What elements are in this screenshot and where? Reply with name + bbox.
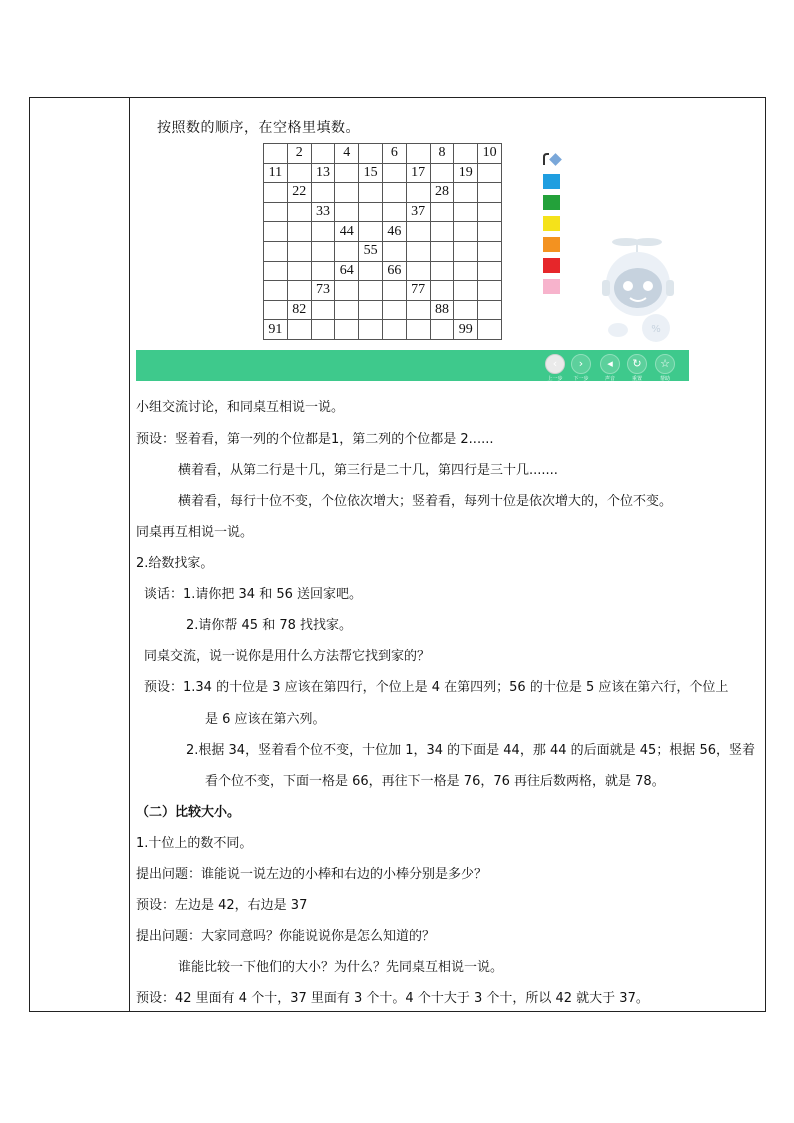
grid-cell-blank[interactable]	[454, 222, 478, 242]
grid-cell-blank[interactable]	[287, 202, 311, 222]
grid-cell-filled: 8	[430, 144, 454, 164]
grid-cell-blank[interactable]	[430, 202, 454, 222]
grid-cell-blank[interactable]	[311, 261, 335, 281]
grid-cell-blank[interactable]	[382, 241, 406, 261]
grid-cell-blank[interactable]	[359, 261, 383, 281]
grid-cell-filled: 22	[287, 183, 311, 203]
text-line: 1.十位上的数不同。	[136, 836, 253, 851]
grid-cell-filled: 66	[382, 261, 406, 281]
grid-cell-filled: 88	[430, 300, 454, 320]
color-swatch[interactable]	[543, 174, 560, 189]
grid-cell-blank[interactable]	[287, 241, 311, 261]
hundred-number-grid	[263, 143, 502, 340]
grid-cell-blank[interactable]	[478, 222, 502, 242]
text-line: 小组交流讨论，和同桌互相说一说。	[136, 400, 345, 415]
grid-cell-blank[interactable]	[454, 183, 478, 203]
grid-cell-blank[interactable]	[287, 163, 311, 183]
grid-cell-blank[interactable]	[287, 320, 311, 340]
text-line: 预设：42 里面有 4 个十，37 里面有 3 个十。4 个十大于 3 个十，所以 42 就大于 37。	[136, 991, 649, 1006]
grid-cell-blank[interactable]	[359, 183, 383, 203]
grid-cell-blank[interactable]	[406, 261, 430, 281]
grid-cell-filled: 37	[406, 202, 430, 222]
grid-cell-blank[interactable]	[406, 144, 430, 164]
grid-cell-blank[interactable]	[264, 183, 288, 203]
grid-cell-blank[interactable]	[311, 320, 335, 340]
grid-cell-blank[interactable]	[454, 261, 478, 281]
grid-row	[264, 300, 502, 320]
section-heading: （二）比较大小。	[136, 805, 241, 820]
grid-row	[264, 222, 502, 242]
star-icon: ☆	[660, 357, 670, 370]
grid-cell-blank[interactable]	[311, 300, 335, 320]
grid-cell-blank[interactable]	[311, 183, 335, 203]
grid-cell-blank[interactable]	[454, 241, 478, 261]
grid-cell-filled: 17	[406, 163, 430, 183]
grid-cell-filled: 19	[454, 163, 478, 183]
text-line: 谈话：1.请你把 34 和 56 送回家吧。	[144, 587, 363, 602]
grid-row	[264, 202, 502, 222]
text-line: 同桌交流，说一说你是用什么方法帮它找到家的？	[144, 649, 431, 664]
grid-cell-blank[interactable]	[359, 222, 383, 242]
grid-cell-blank[interactable]	[406, 183, 430, 203]
grid-cell-blank[interactable]	[264, 222, 288, 242]
grid-cell-blank[interactable]	[382, 183, 406, 203]
slide-toolbar	[136, 350, 689, 381]
grid-cell-blank[interactable]	[430, 163, 454, 183]
grid-cell-blank[interactable]	[359, 300, 383, 320]
robot-mascot-image	[596, 232, 688, 344]
grid-cell-filled: 10	[478, 144, 502, 164]
grid-cell-filled: 6	[382, 144, 406, 164]
grid-cell-filled: 15	[359, 163, 383, 183]
grid-cell-blank[interactable]	[264, 144, 288, 164]
grid-cell-blank[interactable]	[264, 202, 288, 222]
text-line: 提出问题：谁能说一说左边的小棒和右边的小棒分别是多少？	[136, 867, 488, 882]
grid-cell-blank[interactable]	[359, 202, 383, 222]
text-line: 预设：左边是 42，右边是 37	[136, 898, 308, 913]
text-line: 2.根据 34，竖着看个位不变，十位加 1，34 的下面是 44，那 44 的后面就是 45；根据 56，竖着	[186, 743, 755, 758]
grid-cell-blank[interactable]	[335, 241, 359, 261]
grid-cell-blank[interactable]	[335, 163, 359, 183]
grid-row	[264, 163, 502, 183]
grid-cell-blank[interactable]	[454, 281, 478, 301]
refresh-icon: ↻	[632, 357, 642, 370]
grid-cell-blank[interactable]	[478, 320, 502, 340]
text-line: 横着看，每行十位不变，个位依次增大；竖着看，每列十位是依次增大的，个位不变。	[178, 494, 673, 509]
grid-cell-blank[interactable]	[335, 300, 359, 320]
grid-cell-filled: 99	[454, 320, 478, 340]
grid-cell-blank[interactable]	[430, 241, 454, 261]
grid-cell-blank[interactable]	[478, 241, 502, 261]
grid-cell-filled: 46	[382, 222, 406, 242]
next-label: 下一步	[573, 376, 589, 382]
reset-button[interactable]	[627, 354, 647, 374]
grid-row	[264, 320, 502, 340]
grid-cell-blank[interactable]	[478, 300, 502, 320]
grid-cell-blank[interactable]	[287, 222, 311, 242]
grid-cell-blank[interactable]	[454, 300, 478, 320]
grid-cell-blank[interactable]	[454, 202, 478, 222]
grid-cell-filled: 91	[264, 320, 288, 340]
grid-cell-blank[interactable]	[382, 281, 406, 301]
grid-cell-blank[interactable]	[335, 320, 359, 340]
grid-cell-blank[interactable]	[382, 300, 406, 320]
grid-cell-blank[interactable]	[311, 241, 335, 261]
grid-cell-filled: 77	[406, 281, 430, 301]
grid-cell-blank[interactable]	[430, 281, 454, 301]
grid-cell-blank[interactable]	[406, 241, 430, 261]
grid-cell-filled: 55	[359, 241, 383, 261]
help-button[interactable]	[655, 354, 675, 374]
help-label: 帮助	[659, 376, 670, 382]
grid-cell-blank[interactable]	[359, 320, 383, 340]
grid-cell-filled: 44	[335, 222, 359, 242]
grid-cell-blank[interactable]	[311, 222, 335, 242]
grid-cell-blank[interactable]	[382, 163, 406, 183]
grid-cell-blank[interactable]	[478, 183, 502, 203]
grid-cell-blank[interactable]	[478, 281, 502, 301]
grid-cell-blank[interactable]	[287, 261, 311, 281]
grid-cell-blank[interactable]	[478, 202, 502, 222]
color-swatch[interactable]	[543, 216, 560, 231]
grid-cell-blank[interactable]	[406, 222, 430, 242]
grid-cell-blank[interactable]	[478, 261, 502, 281]
grid-cell-filled: 73	[311, 281, 335, 301]
color-swatch[interactable]	[543, 237, 560, 252]
grid-row	[264, 144, 502, 164]
color-swatch[interactable]	[543, 258, 560, 273]
grid-cell-blank[interactable]	[359, 281, 383, 301]
grid-row	[264, 183, 502, 203]
grid-cell-blank[interactable]	[406, 300, 430, 320]
grid-cell-blank[interactable]	[311, 144, 335, 164]
grid-cell-blank[interactable]	[335, 202, 359, 222]
grid-cell-blank[interactable]	[406, 320, 430, 340]
grid-cell-blank[interactable]	[430, 320, 454, 340]
grid-cell-filled: 13	[311, 163, 335, 183]
speaker-icon: ◂	[607, 357, 613, 370]
text-line: 看个位不变，下面一格是 66，再往下一格是 76，76 再往后数两格，就是 78。	[205, 774, 665, 789]
chevron-left-icon: ‹	[552, 357, 558, 370]
grid-cell-blank[interactable]	[430, 261, 454, 281]
sound-label: 声音	[604, 376, 615, 382]
grid-cell-blank[interactable]	[335, 281, 359, 301]
text-line: 提出问题：大家同意吗？你能说说你是怎么知道的？	[136, 929, 436, 944]
text-line: 谁能比较一下他们的大小？为什么？先同桌互相说一说。	[178, 960, 504, 975]
color-swatch[interactable]	[543, 279, 560, 294]
grid-cell-blank[interactable]	[478, 163, 502, 183]
text-line: 预设：竖着看，第一列的个位都是1，第二列的个位都是 2......	[136, 432, 494, 447]
text-line: 横着看，从第二行是十几，第三行是二十几，第四行是三十几.......	[178, 463, 558, 478]
grid-cell-filled: 64	[335, 261, 359, 281]
grid-row	[264, 241, 502, 261]
text-line: 2.请你帮 45 和 78 找找家。	[186, 618, 353, 633]
grid-cell-blank[interactable]	[264, 281, 288, 301]
color-swatch[interactable]	[543, 195, 560, 210]
grid-cell-blank[interactable]	[454, 144, 478, 164]
previous-button[interactable]	[545, 354, 565, 374]
grid-row	[264, 261, 502, 281]
grid-cell-blank[interactable]	[430, 222, 454, 242]
svg-text:%: %	[651, 324, 661, 335]
grid-cell-filled: 2	[287, 144, 311, 164]
text-line: 预设：1.34 的十位是 3 应该在第四行，个位上是 4 在第四列；56 的十位是 5 应该在第六行，个位上	[144, 680, 729, 695]
grid-row	[264, 281, 502, 301]
grid-cell-blank[interactable]	[287, 281, 311, 301]
text-line: 同桌再互相说一说。	[136, 525, 254, 540]
chevron-right-icon: ›	[578, 357, 584, 370]
sound-button[interactable]	[600, 354, 620, 374]
next-button[interactable]	[571, 354, 591, 374]
grid-cell-blank[interactable]	[382, 202, 406, 222]
grid-cell-blank[interactable]	[264, 300, 288, 320]
previous-label: 上一步	[547, 376, 563, 382]
grid-cell-blank[interactable]	[359, 144, 383, 164]
grid-cell-filled: 82	[287, 300, 311, 320]
grid-cell-filled: 11	[264, 163, 288, 183]
slide-instruction: 按照数的顺序，在空格里填数。	[157, 120, 360, 136]
left-column-cell	[30, 98, 130, 1011]
pen-icon[interactable]	[542, 152, 562, 168]
grid-cell-blank[interactable]	[264, 241, 288, 261]
reset-label: 重置	[631, 376, 642, 382]
grid-cell-blank[interactable]	[264, 261, 288, 281]
grid-cell-filled: 28	[430, 183, 454, 203]
grid-cell-blank[interactable]	[382, 320, 406, 340]
text-line: 是 6 应该在第六列。	[205, 712, 326, 727]
text-line: 2.给数找家。	[136, 556, 214, 571]
grid-cell-filled: 4	[335, 144, 359, 164]
grid-cell-filled: 33	[311, 202, 335, 222]
grid-cell-blank[interactable]	[335, 183, 359, 203]
